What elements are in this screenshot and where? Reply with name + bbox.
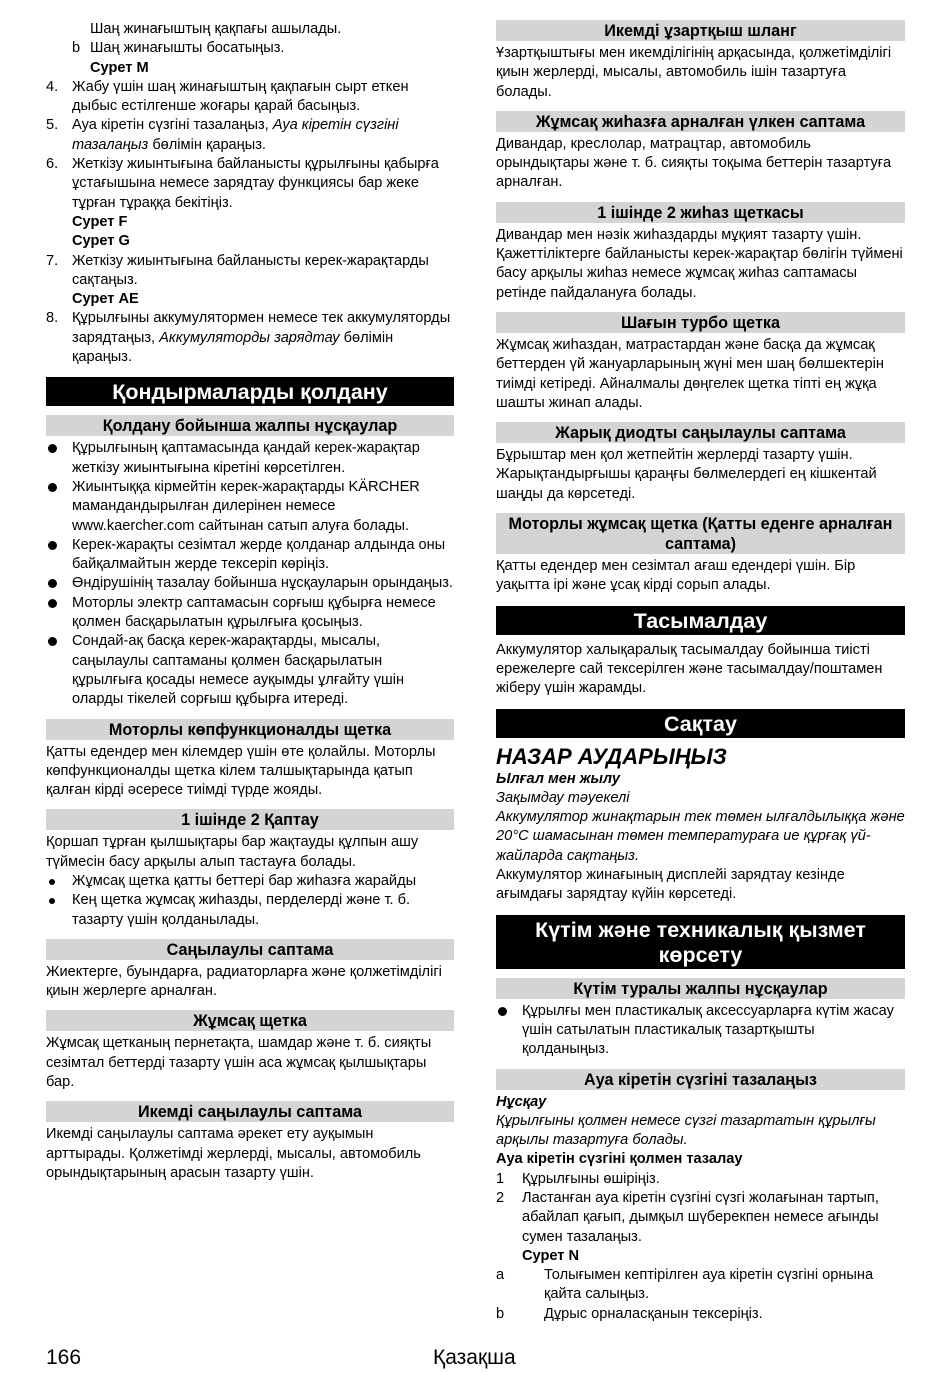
step-number: 2 (496, 1189, 505, 1206)
paragraph: Икемді саңылаулы саптама әрекет ету ауқымын арттырады. Қолжетімді жерлерді, мысалы, автомобиль орындықтарының арасын тазарту үшін. (46, 1126, 421, 1181)
step-text: Жеткізу жиынтығына байланысты құрылғыны қабырға ұстағышына немесе зарядтау функциясы бар жеке тұрған тұраққа бекітіңіз. (72, 156, 439, 211)
list-item (46, 536, 454, 575)
paragraph: Ұзартқыштығы мен икемділігінің арқасында, қолжетімділігі қиын жерлерді, мысалы, автомобиль ішін тазартуға болады. (496, 45, 892, 100)
right-column (496, 20, 905, 1324)
step-number: 4. (46, 78, 59, 95)
subsection-title-furniture-brush: 1 ішінде 2 жиһаз щеткасы (496, 202, 905, 223)
step-7 (46, 252, 454, 291)
substep-b (496, 1305, 905, 1324)
subsection-title-crevice: Саңылаулы саптама (46, 939, 454, 960)
substep-text: Толығымен кептірілген ауа кіретін сүзгіні орнына қайта салыңыз. (544, 1267, 874, 1303)
paragraph: Қатты едендер мен кілемдер үшін өте қолайлы. Моторлы көпфункционалды щетка кілем талшықтарында қатып қалған кірді әсересе тиімді түрде жояды. (46, 743, 436, 799)
paragraph: Аккумулятор жинағының дисплейі зарядтау кезінде ағымдағы зарядтау күйін көрсетеді. (496, 867, 845, 903)
section-title-accessories: Қондырмаларды қолдану (46, 377, 454, 406)
step-number: 8. (46, 310, 59, 327)
step-number: 7. (46, 252, 59, 269)
section-title-care: Күтім және техникалық қызмет көрсету (496, 915, 905, 969)
language-label: Қазақша (433, 1346, 516, 1369)
paragraph: Дивандар мен нәзік жиһаздарды мұқият тазарту үшін. Қажеттіліктерге байланысты керек-жарақтар бөлігін түймені басу арқылы жиһаз немесе жұмсақ жиһаз саптамасы ретінде пайдалануға болады. (496, 226, 903, 301)
figure-ref-f: Сурет F (72, 213, 128, 230)
subsection-title-2in1: 1 ішінде 2 Қаптау (46, 809, 454, 830)
bullet-icon (48, 483, 57, 492)
bullet-icon (48, 637, 57, 646)
subsection-title-motor-brush: Моторлы көпфункционалды щетка (46, 719, 454, 740)
list-item (46, 478, 454, 536)
paragraph: Бұрыштар мен қол жетпейтін жерлерді тазарту үшін. Жарықтандырғышы қараңғы бөлмелердегі ең кішкентай шаңды да көрсетеді. (496, 447, 877, 502)
list-item-text: Құрылғы мен пластикалық аксессуарларға күтім жасау үшін сатылатын пластикалық тазартқышты қолданыңыз. (522, 1002, 894, 1058)
step-number: 5. (46, 117, 59, 134)
instruction-line (46, 20, 454, 39)
list-item (46, 594, 454, 633)
list-item-text: Керек-жарақты сезімтал жерде қолданар алдында оны байқалмайтын жерде тексеріп көріңіз. (72, 536, 446, 573)
step-text: бөлімін қараңыз. (72, 329, 394, 366)
list-item (496, 1002, 905, 1060)
step-6 (46, 155, 454, 213)
list-item-text: Жиынтыққа кірмейтін керек-жарақтарды KÄRCHER мамандандырылған дилерінен немесе www.kaercher.com сайтынан сатып алуға болады. (72, 478, 420, 534)
subsection-title-hose: Икемді ұзартқыш шланг (496, 20, 905, 41)
subsection-title-turbo: Шағын турбо щетка (496, 312, 905, 333)
note-text: Құрылғыны қолмен немесе сүзгі тазартатын құрылғы арқылы тазартуға болады. (496, 1112, 876, 1149)
figure-ref-g: Сурет G (72, 233, 130, 250)
paragraph: Жұмсақ щетканың пернетақта, шамдар және т. б. сияқты сезімтал беттерді тазарту үшін аса жұмсақ қылшықтары бар. (46, 1035, 432, 1091)
step-text: бөлімін қараңыз. (148, 136, 266, 153)
substep-text: Дұрыс орналасқанын тексеріңіз. (544, 1305, 763, 1322)
list-item-text: Сондай-ақ басқа керек-жарақтарды, мысалы, саңылаулы саптаманы қолмен басқарылатын құрылғыға қосады немесе ауқымды ұлғайту үшін оларды тікелей сорғыш құбырға итереді. (72, 633, 405, 708)
paragraph: Қатты едендер мен сезімтал ағаш едендері үшін. Бір уақытта ірі және ұсақ кірді сорып алады. (496, 558, 856, 594)
step-number: 6. (46, 156, 59, 173)
list-item-text: Кең щетка жұмсақ жиһазды, перделерді және т. б. тазарту үшін қолданылады. (72, 892, 411, 928)
step-5 (46, 116, 454, 155)
list-item-text: Өндірушінің тазалау бойынша нұсқауларын орындаңыз. (72, 575, 453, 592)
figure-ref-n: Сурет N (522, 1247, 580, 1264)
step-1 (496, 1170, 905, 1189)
step-text: Құрылғыны аккумулятормен немесе тек аккумуляторды зарядтаңыз, (72, 310, 451, 346)
step-number: 1 (496, 1170, 505, 1187)
bullet-icon (48, 599, 57, 608)
subsection-title-led: Жарық диодты саңылаулы саптама (496, 422, 905, 443)
list-item-text: Моторлы электр саптамасын сорғыш құбырға немесе қолмен басқарылатын құрылғыға қосыңыз. (72, 594, 436, 631)
step-4 (46, 78, 454, 117)
left-column (46, 20, 454, 1183)
procedure-title: Ауа кіретін сүзгіні қолмен тазалау (496, 1151, 743, 1168)
paragraph: Аккумулятор халықаралық тасымалдау бойынша тиісті ережелерге сай тексерілген және тасымалдау/поштамен жіберу үшін жарамды. (496, 641, 883, 697)
step-text: Құрылғыны өшіріңіз. (522, 1170, 660, 1187)
list-item-text: Құрылғының қаптамасында қандай керек-жарақтар жеткізу жиынтығына кіретіні көрсетілген. (72, 440, 420, 476)
list-item (46, 439, 454, 478)
list-item-text: Жұмсақ щетка қатты беттері бар жиһазға жарайды (72, 872, 417, 889)
step-2 (496, 1189, 905, 1247)
section-title-transport: Тасымалдау (496, 606, 905, 635)
subsection-title-soft-brush: Жұмсақ щетка (46, 1010, 454, 1031)
substep-text: Шаң жинағышты босатыңыз. (90, 40, 285, 57)
substep-a (496, 1266, 905, 1305)
subsection-title-care-general: Күтім туралы жалпы нұсқаулар (496, 978, 905, 999)
step-text: Ластанған ауа кіретін сүзгіні сүзгі жолағынан тартып, абайлап қағып, дымқыл шүберекпен немесе ағынды сумен тазалаңыз. (522, 1189, 879, 1245)
warning-subtitle: Ылғал мен жылу (496, 770, 620, 787)
step-8 (46, 309, 454, 367)
note-title: Нұсқау (496, 1093, 547, 1110)
bullet-icon (48, 541, 57, 550)
step-text: Жеткізу жиынтығына байланысты керек-жарақтарды сақтаңыз. (72, 252, 429, 288)
paragraph: Жұмсақ жиһаздан, матрастардан және басқа да жұмсақ беттерден үй жануарларының жүні мен шаң бөлшектерін тиімді кетіреді. Айналмалы дөңгелек щетка тіпті ең жұқа шашты жинап алады. (496, 336, 884, 411)
section-title-storage: Сақтау (496, 709, 905, 738)
paragraph: Қоршап тұрған қылшықтары бар жақтауды құлпын ашу түймесін басу арқылы алып тастауға болады. (46, 834, 419, 870)
substep-letter: a (496, 1267, 505, 1284)
subsection-title-motor-soft: Моторлы жұмсақ щетка (Қатты еденге арналған саптама) (496, 513, 905, 554)
substep-letter: b (496, 1305, 505, 1322)
figure-ref-ae: Сурет AE (72, 291, 139, 308)
intro-line: Шаң жинағыштың қақпағы ашылады. (90, 21, 342, 37)
list-item (46, 891, 454, 930)
paragraph: Дивандар, креслолар, матрацтар, автомобиль орындықтары және т. б. сияқты тоқыма беттерін тазартуға арналған. (496, 135, 892, 191)
figure-ref-m: Сурет M (90, 59, 149, 76)
substep-b (46, 39, 454, 58)
substep-letter: b (72, 40, 81, 57)
section-reference[interactable]: Ауа кіретін сүзгіні тазалаңыз (72, 117, 399, 153)
warning-risk: Зақымдау тәуекелі (496, 789, 630, 806)
step-text: Жабу үшін шаң жинағыштың қақпағын сырт еткен дыбыс естілгенше жоғары қарай басыңыз. (72, 78, 409, 115)
paragraph: Жиектерге, буындарға, радиаторларға және қолжетімділігі қиын жерлерге арналған. (46, 963, 442, 1000)
subsection-title-flex-crevice: Икемді саңылаулы саптама (46, 1101, 454, 1122)
bullet-icon (48, 444, 57, 453)
list-item (46, 872, 454, 891)
bullet-icon (48, 579, 57, 588)
bullet-icon (498, 1007, 507, 1016)
warning-text: Аккумулятор жинақтарын тек төмен ылғалдылыққа және 20°C шамасынан төмен температураға ие құрғақ үй-жайларда сақтаңыз. (496, 809, 905, 864)
step-text: Ауа кіретін сүзгіні тазалаңыз, (72, 117, 273, 134)
list-item (46, 574, 454, 593)
page-number: 166 (46, 1346, 82, 1369)
subsection-title-upholstery: Жұмсақ жиһазға арналған үлкен саптама (496, 111, 905, 132)
warning-title: НАЗАР АУДАРЫҢЫЗ (496, 743, 727, 769)
subsection-title-filter: Ауа кіретін сүзгіні тазалаңыз (496, 1069, 905, 1090)
bullet-icon (49, 898, 55, 904)
section-reference[interactable]: Аккумуляторды зарядтау (159, 329, 340, 346)
list-item (46, 632, 454, 709)
bullet-icon (49, 879, 55, 885)
subsection-title-general: Қолдану бойынша жалпы нұсқаулар (46, 415, 454, 436)
